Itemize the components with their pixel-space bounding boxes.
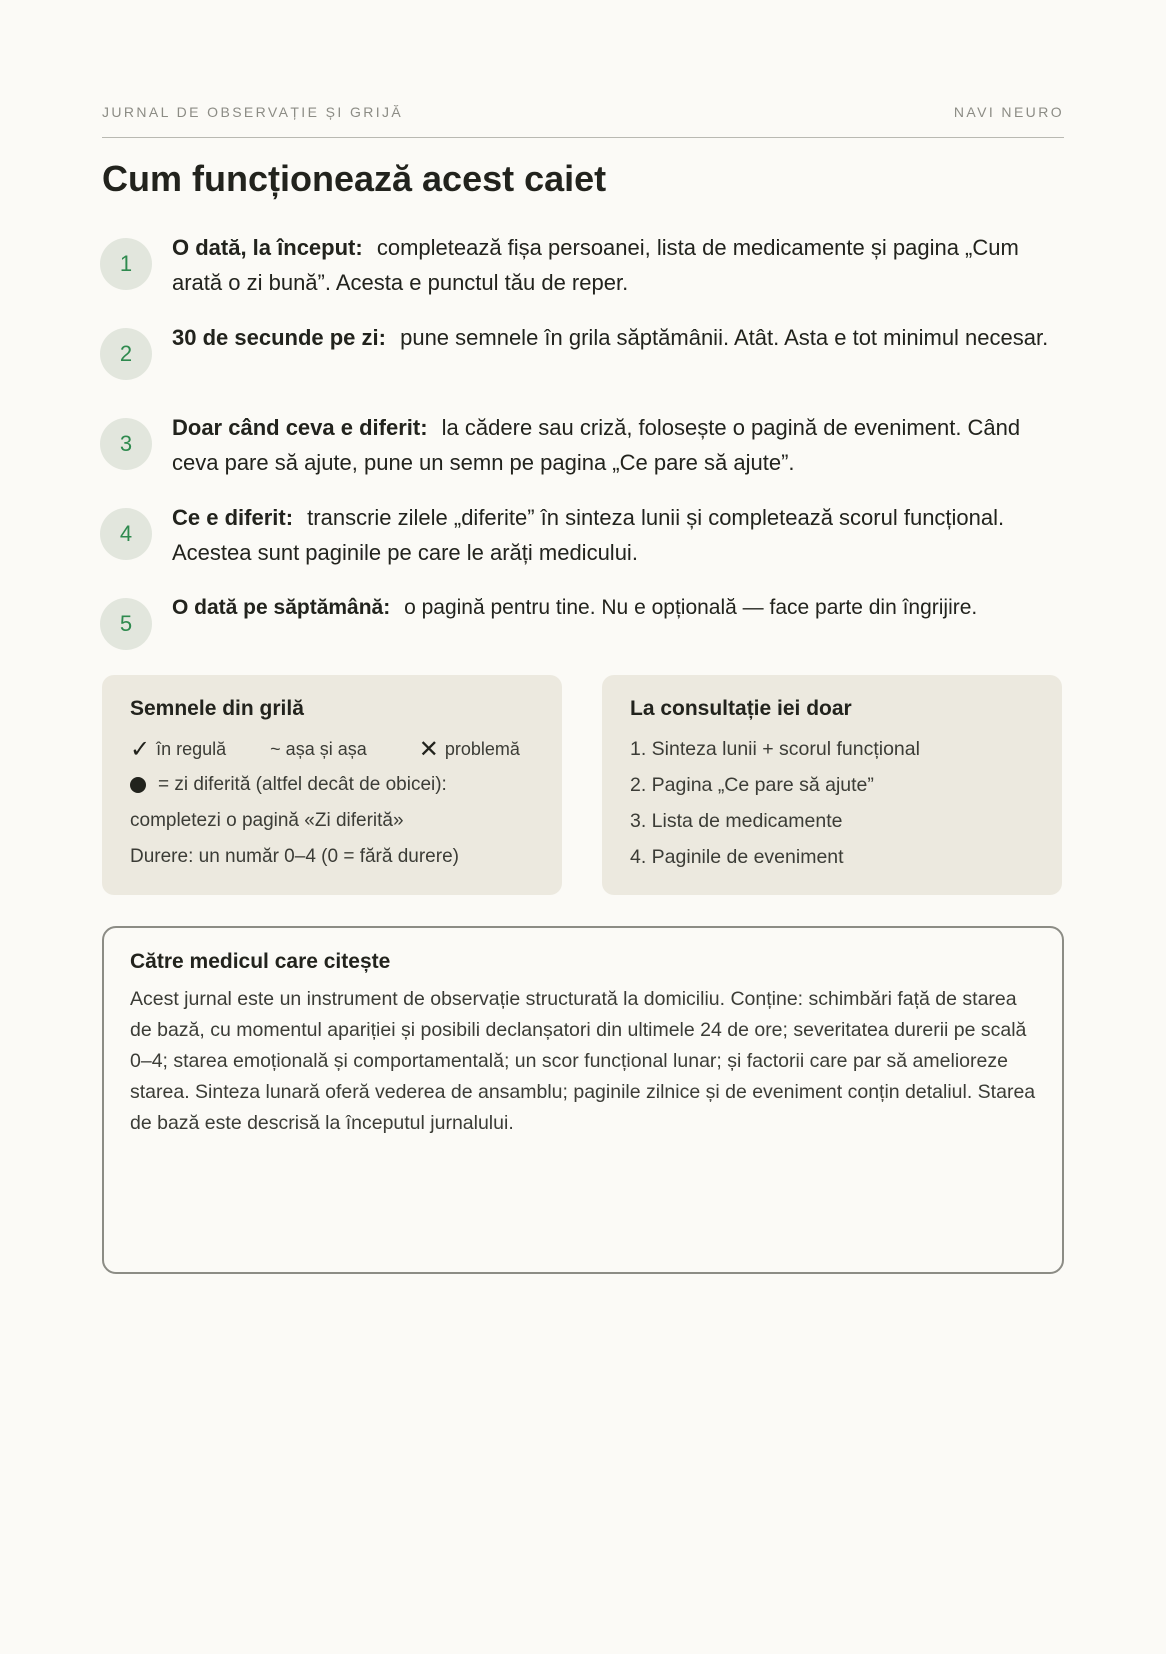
consultation-card <box>602 675 1062 895</box>
running-header <box>102 104 1064 120</box>
doctor-note-box <box>102 926 1064 1274</box>
grid-signs-card <box>102 675 562 895</box>
doctor-note-title: Către medicul care citește <box>130 950 391 973</box>
different-day-instruction: completezi o pagină «Zi diferită» <box>130 810 404 831</box>
header-divider <box>102 137 1064 138</box>
step-text <box>172 410 1072 480</box>
legend-row <box>130 731 534 767</box>
check-icon: ✓ <box>130 735 151 763</box>
consultation-item: 2. Pagina „Ce pare să ajute” <box>630 774 874 796</box>
legend-so-so: ~ așa și așa <box>270 738 367 759</box>
consultation-item: 1. Sinteza lunii + scorul funcțional <box>630 738 920 760</box>
grid-signs-title: Semnele din grilă <box>130 697 304 720</box>
step-description: la cădere sau criză, folosește o pagină de eveniment. Când ceva pare să ajute, pune un semn pe pagina „Ce pare să ajute”. <box>172 415 1021 475</box>
page-title: Cum funcționează acest caiet <box>102 158 607 199</box>
different-day-line <box>130 767 534 803</box>
different-day-text: = zi diferită (altfel decât de obicei): <box>158 774 447 795</box>
step-number-badge: 5 <box>100 598 152 650</box>
filled-dot-icon <box>130 777 146 793</box>
step-label: 30 de secunde pe zi: <box>172 325 386 350</box>
consultation-item: 4. Paginile de eveniment <box>630 846 844 868</box>
step-description: completează fișa persoanei, lista de medicamente și pagina „Cum arată o zi bună”. Acesta e punctul tău de reper. <box>172 235 1019 295</box>
step-number-badge: 2 <box>100 328 152 380</box>
step-label: Ce e diferit: <box>172 505 294 530</box>
journal-title: JURNAL DE OBSERVAȚIE ȘI GRIJĂ <box>102 104 404 120</box>
step-number-badge: 3 <box>100 418 152 470</box>
consultation-title: La consultație iei doar <box>630 697 852 720</box>
legend-problem: problemă <box>444 738 520 759</box>
step-text <box>172 230 1072 300</box>
consultation-item: 3. Lista de medicamente <box>630 810 843 832</box>
pain-scale-text: Durere: un număr 0–4 (0 = fără durere) <box>130 846 459 867</box>
step-text <box>172 590 1072 625</box>
brand-name: NAVI NEURO <box>953 104 1064 120</box>
legend-ok: în regulă <box>156 738 227 759</box>
step-description: transcrie zilele „diferite” în sinteza lunii și completează scorul funcțional. Acestea sunt paginile pe care le arăți medicului. <box>172 505 1005 565</box>
cross-icon: ✕ <box>418 735 439 763</box>
step-description: pune semnele în grila săptămânii. Atât. Asta e tot minimul necesar. <box>400 325 1049 350</box>
step-text <box>172 500 1072 570</box>
step-label: O dată, la început: <box>172 235 363 260</box>
step-number-badge: 1 <box>100 238 152 290</box>
step-text <box>172 320 1072 355</box>
step-number-badge: 4 <box>100 508 152 560</box>
step-label: Doar când ceva e diferit: <box>172 415 428 440</box>
doctor-note-body: Acest jurnal este un instrument de observație structurată la domiciliu. Conține: schimbări față de starea de bază, cu momentul apariției și posibili declanșatori din ultimele 24 de ore; severitatea durerii pe scală 0–4; starea emoțională și comportamentală; un scor funcțional lunar; și factorii care par să amelioreze starea. Sinteza lunară oferă vederea de ansamblu; paginile zilnice și de eveniment conțin detaliul. Starea de bază este descrisă la începutul jurnalului. <box>130 988 1036 1134</box>
step-description: o pagină pentru tine. Nu e opțională — face parte din îngrijire. <box>404 596 978 619</box>
step-label: O dată pe săptămână: <box>172 596 391 619</box>
